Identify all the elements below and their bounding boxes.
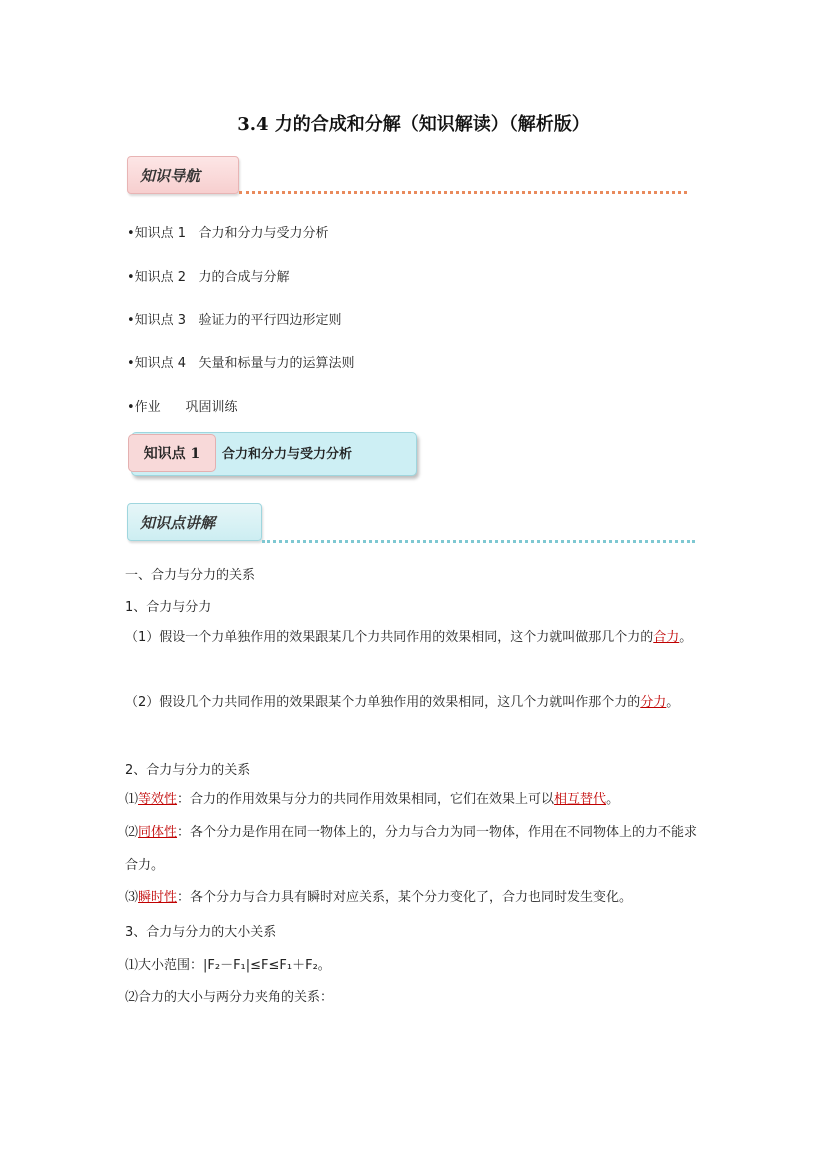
size-range: ⑴大小范围：|F₂－F₁|≤F≤F₁＋F₂。 <box>125 958 331 973</box>
paragraph-1: （1）假设一个力单独作用的效果跟某几个力共同作用的效果相同，这个力就叫做那几个力的合力。 <box>125 630 693 645</box>
nav-item-3: •知识点 3 验证力的平行四边形定则 <box>127 313 342 328</box>
keyword-heli: 合力 <box>653 630 680 645</box>
knowledge-point-label: 知识点 1 <box>128 434 216 472</box>
relation-3: ⑶瞬时性：各个分力与合力具有瞬时对应关系，某个分力变化了，合力也同时发生变化。 <box>125 890 633 905</box>
explain-divider <box>262 540 695 543</box>
subheading-3: 3、合力与分力的大小关系 <box>125 925 277 940</box>
nav-item-4: •知识点 4 矢量和标量与力的运算法则 <box>127 356 355 371</box>
nav-divider <box>239 191 687 194</box>
nav-item-2: •知识点 2 力的合成与分解 <box>127 270 290 285</box>
relation-1: ⑴等效性：合力的作用效果与分力的共同作用效果相同，它们在效果上可以相互替代。 <box>125 792 620 807</box>
subheading-1: 1、合力与分力 <box>125 600 212 615</box>
keyword-instantaneous: 瞬时性 <box>138 890 178 905</box>
keyword-substitute: 相互替代 <box>554 792 607 807</box>
angle-relation: ⑵合力的大小与两分力夹角的关系： <box>125 990 334 1005</box>
page-title: 3.4 力的合成和分解（知识解读）（解析版） <box>237 114 590 135</box>
keyword-same-body: 同体性 <box>138 825 178 840</box>
knowledge-point-title: 合力和分力与受力分析 <box>222 447 353 462</box>
keyword-equivalence: 等效性 <box>138 792 178 807</box>
nav-item-1: •知识点 1 合力和分力与受力分析 <box>127 226 329 241</box>
explain-banner: 知识点讲解 <box>127 503 262 541</box>
relation-2: ⑵同体性：各个分力是作用在同一物体上的，分力与合力为同一物体，作用在不同物体上的力不能求合力。 <box>125 825 698 873</box>
section-heading: 一、合力与分力的关系 <box>125 568 256 583</box>
nav-banner: 知识导航 <box>127 156 239 194</box>
subheading-2: 2、合力与分力的关系 <box>125 763 251 778</box>
keyword-fenli: 分力 <box>640 695 667 710</box>
paragraph-2: （2）假设几个力共同作用的效果跟某个力单独作用的效果相同，这几个力就叫作那个力的分力。 <box>125 695 680 710</box>
nav-item-homework: •作业 巩固训练 <box>127 400 238 415</box>
